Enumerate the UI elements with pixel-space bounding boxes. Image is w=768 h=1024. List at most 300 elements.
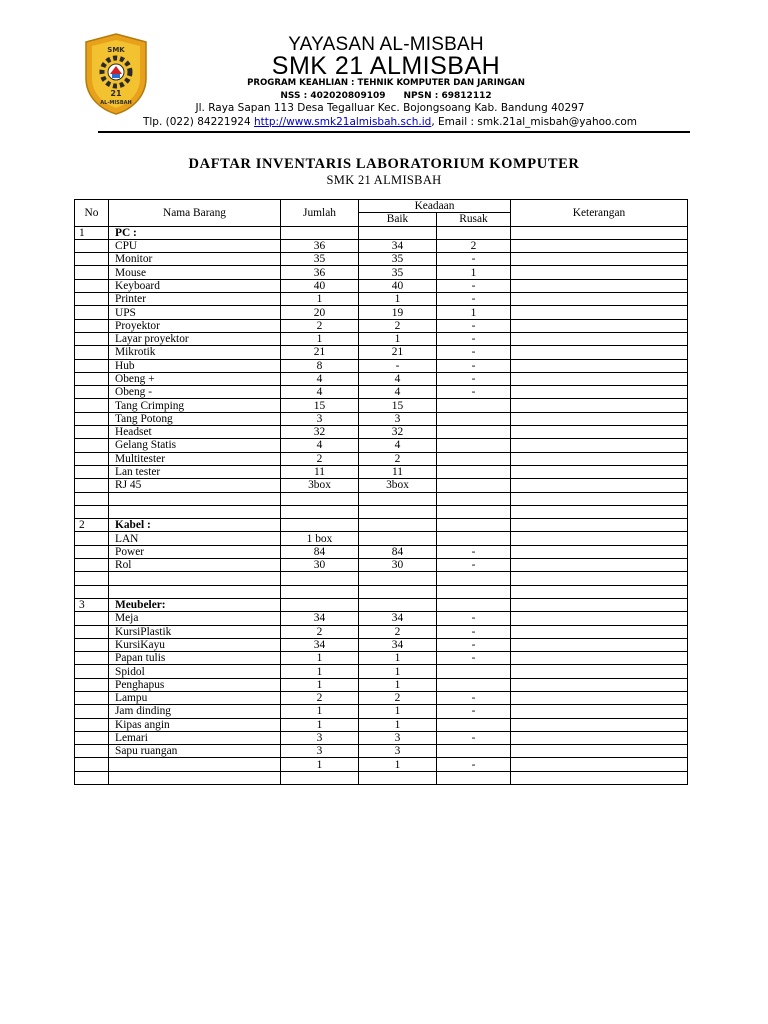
- table-row: [75, 731, 688, 744]
- cell-no: [75, 745, 109, 758]
- cell-broken: [437, 519, 511, 532]
- npsn-number: NPSN : 69812112: [403, 91, 492, 101]
- cell-qty: 8: [281, 359, 359, 372]
- cell-broken: [437, 678, 511, 691]
- cell-name: [109, 505, 281, 518]
- cell-no: [75, 559, 109, 572]
- cell-name: KursiKayu: [109, 638, 281, 651]
- header-broken: Rusak: [437, 213, 511, 226]
- cell-notes: [511, 718, 688, 731]
- table-body: [75, 226, 688, 784]
- cell-broken: -: [437, 279, 511, 292]
- cell-qty: 11: [281, 465, 359, 478]
- cell-broken: 1: [437, 306, 511, 319]
- table-row: [75, 346, 688, 359]
- cell-name: Mouse: [109, 266, 281, 279]
- table-row: [75, 492, 688, 505]
- cell-name: Monitor: [109, 253, 281, 266]
- cell-good: 1: [359, 718, 437, 731]
- cell-no: [75, 359, 109, 372]
- cell-broken: [437, 665, 511, 678]
- cell-name: LAN: [109, 532, 281, 545]
- cell-no: [75, 465, 109, 478]
- cell-qty: 3: [281, 731, 359, 744]
- header-qty: Jumlah: [281, 200, 359, 227]
- cell-no: [75, 771, 109, 784]
- cell-no: [75, 452, 109, 465]
- cell-notes: [511, 731, 688, 744]
- cell-notes: [511, 771, 688, 784]
- cell-broken: 2: [437, 239, 511, 252]
- cell-name: Multitester: [109, 452, 281, 465]
- cell-qty: [281, 505, 359, 518]
- cell-notes: [511, 572, 688, 585]
- cell-notes: [511, 306, 688, 319]
- cell-notes: [511, 465, 688, 478]
- cell-no: [75, 439, 109, 452]
- cell-broken: -: [437, 638, 511, 651]
- cell-good: 1: [359, 332, 437, 345]
- cell-name: UPS: [109, 306, 281, 319]
- cell-qty: 84: [281, 545, 359, 558]
- cell-qty: [281, 492, 359, 505]
- cell-qty: 2: [281, 452, 359, 465]
- cell-no: [75, 572, 109, 585]
- table-row: [75, 678, 688, 691]
- cell-notes: [511, 545, 688, 558]
- cell-notes: [511, 678, 688, 691]
- cell-notes: [511, 279, 688, 292]
- cell-broken: [437, 426, 511, 439]
- cell-notes: [511, 532, 688, 545]
- cell-no: [75, 718, 109, 731]
- cell-broken: -: [437, 559, 511, 572]
- cell-broken: -: [437, 731, 511, 744]
- cell-good: 4: [359, 372, 437, 385]
- cell-broken: [437, 399, 511, 412]
- table-row: [75, 439, 688, 452]
- cell-name: Papan tulis: [109, 652, 281, 665]
- cell-qty: 1: [281, 665, 359, 678]
- cell-name: RJ 45: [109, 479, 281, 492]
- cell-broken: -: [437, 319, 511, 332]
- cell-notes: [511, 266, 688, 279]
- foundation-name: YAYASAN AL-MISBAH: [288, 34, 484, 55]
- cell-good: 34: [359, 239, 437, 252]
- cell-name: Obeng -: [109, 386, 281, 399]
- table-row: [75, 598, 688, 611]
- cell-broken: [437, 745, 511, 758]
- cell-qty: 2: [281, 625, 359, 638]
- header-notes: Keterangan: [511, 200, 688, 227]
- table-row: [75, 665, 688, 678]
- cell-good: 3: [359, 731, 437, 744]
- cell-good: 3: [359, 745, 437, 758]
- cell-broken: -: [437, 705, 511, 718]
- cell-name: Keyboard: [109, 279, 281, 292]
- cell-good: 15: [359, 399, 437, 412]
- cell-notes: [511, 412, 688, 425]
- cell-qty: 40: [281, 279, 359, 292]
- cell-qty: 3: [281, 412, 359, 425]
- nss-number: NSS : 402020809109: [280, 91, 386, 101]
- cell-name: Mikrotik: [109, 346, 281, 359]
- cell-notes: [511, 652, 688, 665]
- cell-notes: [511, 665, 688, 678]
- cell-qty: 1: [281, 705, 359, 718]
- cell-no: [75, 399, 109, 412]
- cell-no: [75, 705, 109, 718]
- cell-no: [75, 306, 109, 319]
- cell-name: [109, 585, 281, 598]
- cell-qty: 1: [281, 678, 359, 691]
- cell-no: [75, 731, 109, 744]
- cell-good: [359, 519, 437, 532]
- cell-no: [75, 479, 109, 492]
- website-link[interactable]: http://www.smk21almisbah.sch.id: [254, 116, 432, 128]
- program-line: PROGRAM KEAHLIAN : TEHNIK KOMPUTER DAN JARINGAN: [247, 78, 525, 88]
- cell-name: Penghapus: [109, 678, 281, 691]
- table-row: [75, 279, 688, 292]
- cell-broken: [437, 492, 511, 505]
- cell-no: [75, 426, 109, 439]
- cell-no: [75, 412, 109, 425]
- cell-notes: [511, 585, 688, 598]
- cell-good: [359, 532, 437, 545]
- cell-notes: [511, 612, 688, 625]
- header-no: No: [75, 200, 109, 227]
- cell-no: [75, 625, 109, 638]
- table-row: [75, 519, 688, 532]
- cell-broken: -: [437, 545, 511, 558]
- cell-notes: [511, 293, 688, 306]
- cell-name: Hub: [109, 359, 281, 372]
- table-row: [75, 771, 688, 784]
- cell-broken: [437, 439, 511, 452]
- cell-good: 84: [359, 545, 437, 558]
- cell-broken: -: [437, 346, 511, 359]
- cell-broken: [437, 585, 511, 598]
- table-row: [75, 319, 688, 332]
- cell-name: [109, 758, 281, 771]
- cell-name: Lemari: [109, 731, 281, 744]
- cell-qty: 4: [281, 386, 359, 399]
- cell-name: [109, 492, 281, 505]
- cell-good: 34: [359, 612, 437, 625]
- cell-qty: 2: [281, 319, 359, 332]
- document-subtitle: SMK 21 ALMISBAH: [326, 173, 442, 187]
- table-row: [75, 412, 688, 425]
- cell-broken: [437, 532, 511, 545]
- table-row: [75, 266, 688, 279]
- cell-good: 3box: [359, 479, 437, 492]
- cell-broken: [437, 226, 511, 239]
- cell-no: [75, 293, 109, 306]
- cell-name: PC :: [109, 226, 281, 239]
- cell-good: 40: [359, 279, 437, 292]
- cell-no: [75, 585, 109, 598]
- school-name: SMK 21 ALMISBAH: [271, 52, 501, 80]
- cell-notes: [511, 492, 688, 505]
- cell-good: 1: [359, 293, 437, 306]
- cell-notes: [511, 691, 688, 704]
- cell-notes: [511, 239, 688, 252]
- cell-qty: [281, 572, 359, 585]
- cell-no: [75, 279, 109, 292]
- table-row: [75, 426, 688, 439]
- cell-notes: [511, 399, 688, 412]
- cell-good: 32: [359, 426, 437, 439]
- cell-name: [109, 572, 281, 585]
- table-row: [75, 758, 688, 771]
- cell-no: [75, 665, 109, 678]
- cell-good: 21: [359, 346, 437, 359]
- cell-qty: 3box: [281, 479, 359, 492]
- cell-notes: [511, 705, 688, 718]
- cell-no: [75, 346, 109, 359]
- cell-name: Meubeler:: [109, 598, 281, 611]
- cell-no: [75, 678, 109, 691]
- cell-qty: 21: [281, 346, 359, 359]
- cell-no: [75, 691, 109, 704]
- table-row: [75, 652, 688, 665]
- cell-broken: -: [437, 612, 511, 625]
- cell-no: [75, 253, 109, 266]
- cell-qty: 32: [281, 426, 359, 439]
- school-address: Jl. Raya Sapan 113 Desa Tegalluar Kec. Bojongsoang Kab. Bandung 40297: [195, 102, 585, 114]
- table-row: [75, 559, 688, 572]
- cell-notes: [511, 452, 688, 465]
- cell-name: Obeng +: [109, 372, 281, 385]
- cell-broken: [437, 598, 511, 611]
- table-row: [75, 532, 688, 545]
- cell-notes: [511, 346, 688, 359]
- cell-good: [359, 505, 437, 518]
- table-row: [75, 638, 688, 651]
- cell-broken: [437, 479, 511, 492]
- cell-good: 11: [359, 465, 437, 478]
- cell-broken: -: [437, 293, 511, 306]
- cell-good: 2: [359, 625, 437, 638]
- cell-no: [75, 492, 109, 505]
- cell-notes: [511, 359, 688, 372]
- cell-qty: 36: [281, 266, 359, 279]
- cell-broken: 1: [437, 266, 511, 279]
- cell-good: 34: [359, 638, 437, 651]
- cell-no: [75, 266, 109, 279]
- cell-broken: -: [437, 758, 511, 771]
- cell-no: [75, 505, 109, 518]
- table-row: [75, 718, 688, 731]
- table-row: [75, 691, 688, 704]
- email-text: , Email : smk.21al_misbah@yahoo.com: [431, 116, 638, 128]
- cell-no: [75, 372, 109, 385]
- cell-name: Kipas angin: [109, 718, 281, 731]
- table-row: [75, 372, 688, 385]
- cell-good: 35: [359, 266, 437, 279]
- cell-good: 1: [359, 678, 437, 691]
- cell-name: CPU: [109, 239, 281, 252]
- phone-number: Tlp. (022) 84221924: [142, 116, 251, 128]
- cell-good: 35: [359, 253, 437, 266]
- cell-qty: 4: [281, 372, 359, 385]
- cell-good: 2: [359, 452, 437, 465]
- cell-qty: 1 box: [281, 532, 359, 545]
- cell-broken: [437, 465, 511, 478]
- cell-name: Proyektor: [109, 319, 281, 332]
- cell-qty: 2: [281, 691, 359, 704]
- header-name: Nama Barang: [109, 200, 281, 227]
- cell-good: [359, 492, 437, 505]
- cell-notes: [511, 638, 688, 651]
- cell-qty: 1: [281, 758, 359, 771]
- table-row: [75, 239, 688, 252]
- cell-no: 2: [75, 519, 109, 532]
- cell-broken: -: [437, 652, 511, 665]
- cell-notes: [511, 226, 688, 239]
- cell-notes: [511, 253, 688, 266]
- table-row: [75, 306, 688, 319]
- cell-qty: 1: [281, 652, 359, 665]
- logo-top-text: SMK: [107, 46, 125, 54]
- cell-good: 30: [359, 559, 437, 572]
- cell-qty: 3: [281, 745, 359, 758]
- cell-good: 1: [359, 665, 437, 678]
- table-header-row: [75, 200, 688, 213]
- contact-line: [110, 116, 670, 128]
- cell-name: Lampu: [109, 691, 281, 704]
- cell-good: 1: [359, 652, 437, 665]
- cell-broken: -: [437, 359, 511, 372]
- table-row: [75, 585, 688, 598]
- cell-name: Printer: [109, 293, 281, 306]
- cell-name: Headset: [109, 426, 281, 439]
- letterhead-divider: [98, 131, 690, 133]
- cell-notes: [511, 319, 688, 332]
- table-row: [75, 705, 688, 718]
- cell-qty: 4: [281, 439, 359, 452]
- cell-good: 1: [359, 758, 437, 771]
- cell-broken: [437, 505, 511, 518]
- header-good: Baik: [359, 213, 437, 226]
- cell-good: [359, 226, 437, 239]
- table-row: [75, 545, 688, 558]
- table-row: [75, 386, 688, 399]
- cell-notes: [511, 386, 688, 399]
- school-logo-icon: [82, 32, 150, 116]
- cell-qty: [281, 585, 359, 598]
- cell-good: 2: [359, 691, 437, 704]
- cell-name: Lan tester: [109, 465, 281, 478]
- table-row: [75, 452, 688, 465]
- cell-qty: [281, 598, 359, 611]
- cell-name: Kabel :: [109, 519, 281, 532]
- cell-qty: 20: [281, 306, 359, 319]
- cell-broken: [437, 771, 511, 784]
- cell-notes: [511, 559, 688, 572]
- cell-qty: [281, 226, 359, 239]
- table-row: [75, 226, 688, 239]
- cell-qty: 34: [281, 638, 359, 651]
- table-row: [75, 465, 688, 478]
- cell-no: [75, 638, 109, 651]
- cell-no: [75, 612, 109, 625]
- cell-notes: [511, 439, 688, 452]
- cell-name: Sapu ruangan: [109, 745, 281, 758]
- cell-qty: 1: [281, 718, 359, 731]
- cell-notes: [511, 505, 688, 518]
- cell-notes: [511, 598, 688, 611]
- cell-name: Meja: [109, 612, 281, 625]
- cell-qty: 36: [281, 239, 359, 252]
- cell-no: [75, 545, 109, 558]
- cell-good: 1: [359, 705, 437, 718]
- cell-good: 3: [359, 412, 437, 425]
- cell-good: 2: [359, 319, 437, 332]
- cell-name: Gelang Statis: [109, 439, 281, 452]
- cell-qty: 1: [281, 293, 359, 306]
- table-row: [75, 572, 688, 585]
- table-row: [75, 293, 688, 306]
- cell-qty: 15: [281, 399, 359, 412]
- cell-qty: [281, 519, 359, 532]
- cell-good: [359, 572, 437, 585]
- cell-name: Tang Potong: [109, 412, 281, 425]
- cell-notes: [511, 332, 688, 345]
- cell-no: [75, 386, 109, 399]
- cell-name: Rol: [109, 559, 281, 572]
- cell-qty: 1: [281, 332, 359, 345]
- cell-good: 4: [359, 439, 437, 452]
- table-row: [75, 612, 688, 625]
- cell-no: 3: [75, 598, 109, 611]
- cell-no: [75, 239, 109, 252]
- logo-number: 21: [110, 89, 122, 98]
- table-row: [75, 505, 688, 518]
- cell-broken: [437, 412, 511, 425]
- cell-qty: 35: [281, 253, 359, 266]
- cell-notes: [511, 372, 688, 385]
- cell-good: [359, 771, 437, 784]
- cell-notes: [511, 479, 688, 492]
- cell-notes: [511, 426, 688, 439]
- cell-good: -: [359, 359, 437, 372]
- cell-broken: [437, 452, 511, 465]
- inventory-table: [74, 199, 688, 785]
- cell-name: KursiPlastik: [109, 625, 281, 638]
- cell-broken: -: [437, 372, 511, 385]
- cell-good: [359, 585, 437, 598]
- cell-no: [75, 319, 109, 332]
- cell-no: [75, 758, 109, 771]
- registration-line: [196, 91, 576, 101]
- cell-broken: -: [437, 386, 511, 399]
- cell-broken: [437, 718, 511, 731]
- cell-notes: [511, 625, 688, 638]
- cell-qty: 34: [281, 612, 359, 625]
- cell-notes: [511, 758, 688, 771]
- cell-no: [75, 332, 109, 345]
- cell-name: Jam dinding: [109, 705, 281, 718]
- table-row: [75, 479, 688, 492]
- cell-name: Power: [109, 545, 281, 558]
- cell-good: 4: [359, 386, 437, 399]
- cell-notes: [511, 745, 688, 758]
- cell-name: Layar proyektor: [109, 332, 281, 345]
- table-row: [75, 745, 688, 758]
- cell-no: 1: [75, 226, 109, 239]
- cell-good: [359, 598, 437, 611]
